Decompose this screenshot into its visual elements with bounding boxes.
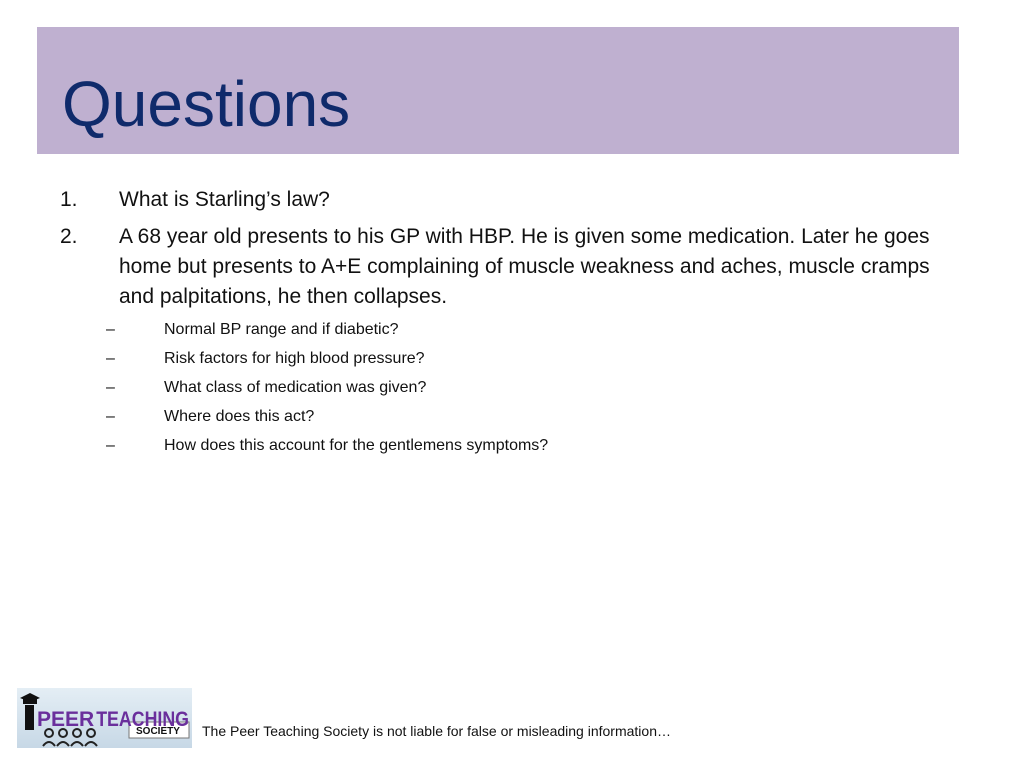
logo-graphic bbox=[17, 688, 192, 748]
question-item bbox=[60, 185, 960, 215]
slide-title: Questions bbox=[62, 68, 351, 140]
question-number: 2. bbox=[60, 225, 78, 248]
people-icon bbox=[43, 729, 97, 746]
question-text: A 68 year old presents to his GP with HBP. He is given some medication. Later he goes home but presents to A+E complaining of muscle weakness and aches, muscle cramps and palpitations, he then collapses. bbox=[119, 225, 930, 308]
dash-marker: – bbox=[106, 379, 115, 396]
question-item bbox=[60, 222, 960, 312]
sub-question bbox=[106, 349, 956, 369]
peer-teaching-society-logo bbox=[17, 688, 192, 748]
sub-question bbox=[106, 436, 956, 456]
sub-question-text: Normal BP range and if diabetic? bbox=[164, 321, 399, 338]
logo-text-peer: PEER bbox=[37, 708, 95, 731]
sub-question-text: How does this account for the gentlemens symptoms? bbox=[164, 437, 549, 454]
dash-marker: – bbox=[106, 350, 115, 367]
sub-question-text: Where does this act? bbox=[164, 408, 315, 425]
dash-marker: – bbox=[106, 408, 115, 425]
dash-marker: – bbox=[106, 321, 115, 338]
question-number: 1. bbox=[60, 188, 78, 211]
logo-text-society: SOCIETY bbox=[136, 726, 180, 737]
sub-question bbox=[106, 320, 956, 340]
dash-marker: – bbox=[106, 437, 115, 454]
sub-question-text: Risk factors for high blood pressure? bbox=[164, 350, 425, 367]
sub-question bbox=[106, 407, 956, 427]
question-text: What is Starling’s law? bbox=[119, 188, 330, 211]
logo-text-teaching: TEACHING bbox=[96, 708, 189, 731]
footer-disclaimer: The Peer Teaching Society is not liable for false or misleading information… bbox=[202, 723, 671, 739]
sub-question-text: What class of medication was given? bbox=[164, 379, 427, 396]
sub-question bbox=[106, 378, 956, 398]
